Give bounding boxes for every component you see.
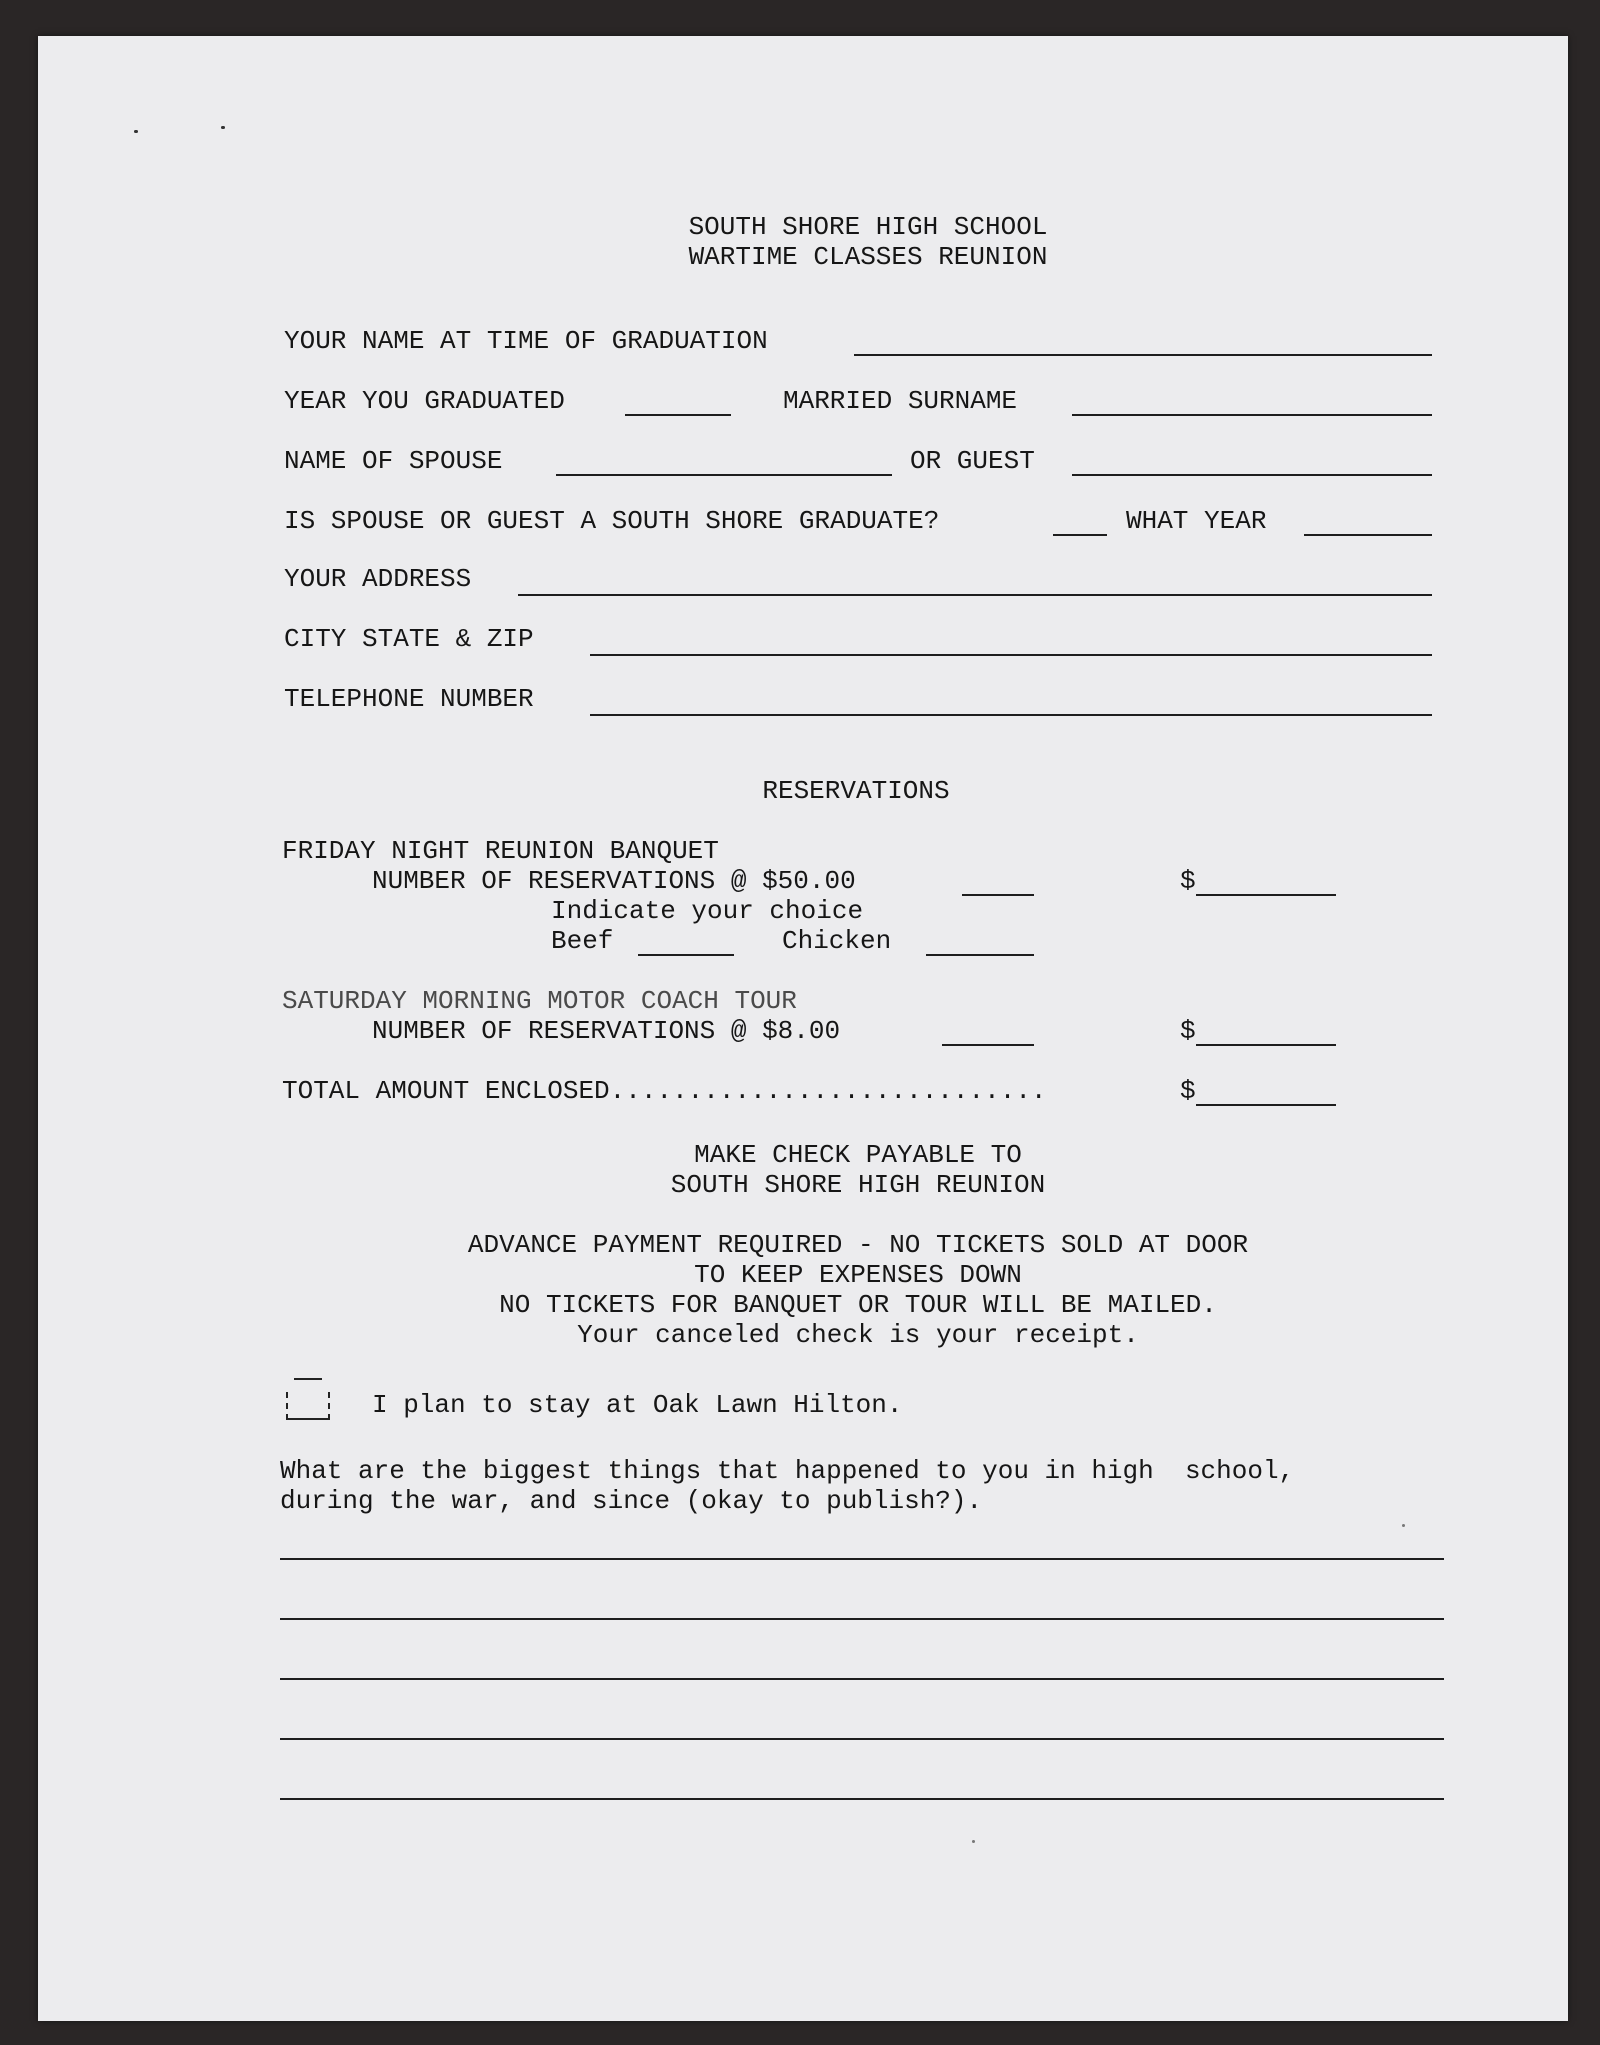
form-page: [38, 36, 1568, 2021]
tour-count-field[interactable]: [942, 1044, 1034, 1046]
name-at-graduation-label: YOUR NAME AT TIME OF GRADUATION: [284, 326, 768, 356]
year-graduated-label: YEAR YOU GRADUATED: [284, 386, 565, 416]
answer-line[interactable]: [280, 1678, 1444, 1680]
address-field[interactable]: [518, 594, 1432, 596]
notice-line2: TO KEEP EXPENSES DOWN: [694, 1260, 1022, 1290]
banquet-reservations-label: NUMBER OF RESERVATIONS @ $50.00: [372, 866, 856, 896]
answer-line[interactable]: [280, 1798, 1444, 1800]
tour-amount-field[interactable]: [1196, 1044, 1336, 1046]
answer-line[interactable]: [280, 1738, 1444, 1740]
married-surname-field[interactable]: [1072, 414, 1432, 416]
banquet-count-field[interactable]: [962, 894, 1034, 896]
spouse-graduate-field[interactable]: [1053, 534, 1107, 536]
city-state-zip-label: CITY STATE & ZIP: [284, 624, 534, 654]
question-line1: What are the biggest things that happened to you in high school,: [280, 1456, 1295, 1486]
year-graduated-field[interactable]: [625, 414, 731, 416]
tour-title: SATURDAY MORNING MOTOR COACH TOUR: [282, 986, 797, 1016]
hotel-checkbox[interactable]: [286, 1392, 330, 1420]
telephone-label: TELEPHONE NUMBER: [284, 684, 534, 714]
answer-line[interactable]: [280, 1618, 1444, 1620]
stray-mark: [1402, 1524, 1405, 1527]
question-line2: during the war, and since (okay to publish?).: [280, 1486, 983, 1516]
chicken-label: Chicken: [782, 926, 892, 956]
header-title: SOUTH SHORE HIGH SCHOOL: [688, 212, 1048, 242]
spouse-name-label: NAME OF SPOUSE: [284, 446, 503, 476]
tour-dollar-sign: $: [1180, 1016, 1196, 1046]
what-year-field[interactable]: [1304, 534, 1432, 536]
stray-mark: [221, 126, 225, 129]
guest-label: OR GUEST: [910, 446, 1035, 476]
married-surname-label: MARRIED SURNAME: [783, 386, 1018, 416]
spouse-graduate-label: IS SPOUSE OR GUEST A SOUTH SHORE GRADUATE?: [284, 506, 940, 536]
notice-line4: Your canceled check is your receipt.: [577, 1320, 1139, 1350]
name-at-graduation-field[interactable]: [854, 354, 1432, 356]
banquet-dollar-sign: $: [1180, 866, 1196, 896]
answer-line[interactable]: [280, 1558, 1444, 1560]
stray-mark: [134, 130, 138, 133]
beef-label: Beef: [551, 926, 614, 956]
tour-reservations-label: NUMBER OF RESERVATIONS @ $8.00: [372, 1016, 841, 1046]
reservations-heading: RESERVATIONS: [762, 776, 950, 806]
choice-label: Indicate your choice: [551, 896, 864, 926]
spouse-name-field[interactable]: [556, 474, 892, 476]
notice-line3: NO TICKETS FOR BANQUET OR TOUR WILL BE MAILED.: [499, 1290, 1217, 1320]
telephone-field[interactable]: [590, 714, 1432, 716]
banquet-title: FRIDAY NIGHT REUNION BANQUET: [282, 836, 719, 866]
address-label: YOUR ADDRESS: [284, 564, 472, 594]
stray-mark: [972, 1840, 975, 1843]
city-state-zip-field[interactable]: [590, 654, 1432, 656]
what-year-label: WHAT YEAR: [1126, 506, 1267, 536]
payable-line2: SOUTH SHORE HIGH REUNION: [670, 1170, 1046, 1200]
total-amount-field[interactable]: [1196, 1104, 1336, 1106]
guest-field[interactable]: [1072, 474, 1432, 476]
total-label: TOTAL AMOUNT ENCLOSED............................: [282, 1076, 1047, 1106]
banquet-amount-field[interactable]: [1196, 894, 1336, 896]
notice-line1: ADVANCE PAYMENT REQUIRED - NO TICKETS SOLD AT DOOR: [467, 1230, 1249, 1260]
total-dollar-sign: $: [1180, 1076, 1196, 1106]
header-subtitle: WARTIME CLASSES REUNION: [688, 242, 1048, 272]
payable-line1: MAKE CHECK PAYABLE TO: [694, 1140, 1022, 1170]
chicken-field[interactable]: [926, 954, 1034, 956]
hotel-label: I plan to stay at Oak Lawn Hilton.: [372, 1390, 903, 1420]
beef-field[interactable]: [638, 954, 734, 956]
